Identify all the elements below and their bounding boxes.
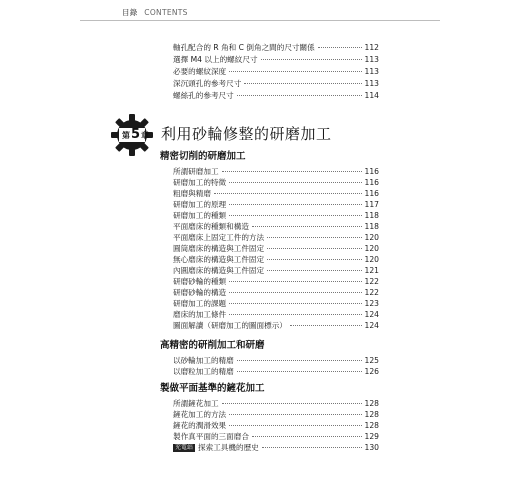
toc-entry-page: 130 xyxy=(364,443,379,452)
dot-leader xyxy=(229,281,361,282)
toc-entry-page: 117 xyxy=(364,200,379,209)
toc-entry-label: 探索工具機的歷史 xyxy=(198,443,259,452)
toc-entry-page: 128 xyxy=(364,410,379,419)
dot-leader xyxy=(229,303,361,304)
dot-leader xyxy=(267,270,361,271)
toc-entry[interactable] xyxy=(173,309,379,320)
toc-entry-page: 112 xyxy=(364,43,379,52)
chapter-prefix: 第 xyxy=(122,131,130,140)
toc-entry-label: 內圓磨床的構造與工件固定 xyxy=(173,266,265,275)
toc-entry-label: 平面磨床的種類和構造 xyxy=(173,222,249,231)
header-label xyxy=(122,7,188,18)
toc-entry[interactable] xyxy=(173,431,379,442)
toc-entry-page: 116 xyxy=(364,178,379,187)
toc-entry-label: 鏟花的潤滑效果 xyxy=(173,421,227,430)
toc-entry[interactable] xyxy=(173,355,379,366)
toc-entry[interactable] xyxy=(173,210,379,221)
toc-entry-label: 製作真平面的三面磨合 xyxy=(173,432,249,441)
dot-leader xyxy=(237,95,362,96)
toc-entry-page: 120 xyxy=(364,255,379,264)
chapter-number xyxy=(122,127,149,142)
toc-entry[interactable] xyxy=(173,188,379,199)
toc-entry[interactable] xyxy=(173,398,379,409)
toc-entry-page: 125 xyxy=(364,356,379,365)
dot-leader xyxy=(222,403,362,404)
dot-leader xyxy=(267,248,361,249)
toc-entry-page: 120 xyxy=(364,233,379,242)
toc-entry[interactable] xyxy=(173,409,379,420)
dot-leader xyxy=(229,425,361,426)
toc-entry-page: 128 xyxy=(364,399,379,408)
toc-entry-page: 124 xyxy=(364,310,379,319)
toc-entry[interactable] xyxy=(173,287,379,298)
toc-entry[interactable] xyxy=(173,199,379,210)
toc-entry-label: 以磨粒加工的精磨 xyxy=(173,367,234,376)
toc-entry-label: 圖面解讀（研磨加工的圖面標示） xyxy=(173,321,287,330)
toc-entry-page: 116 xyxy=(364,189,379,198)
toc-entry[interactable] xyxy=(173,243,379,254)
toc-entry-label: 研磨加工的課題 xyxy=(173,299,227,308)
dot-leader xyxy=(244,83,361,84)
toc-entry-page: 113 xyxy=(364,79,379,88)
toc-entry-label: 選擇 M4 以上的螺紋尺寸 xyxy=(173,55,258,64)
toc-entry-page: 118 xyxy=(364,211,379,220)
toc-entry-page: 113 xyxy=(364,55,379,64)
toc-entry-label: 研磨砂輪的種類 xyxy=(173,277,227,286)
toc-entry[interactable] xyxy=(173,42,379,53)
toc-entry-label: 平面磨床上固定工件的方法 xyxy=(173,233,265,242)
toc-entry-page: 124 xyxy=(364,321,379,330)
dot-leader xyxy=(261,59,362,60)
toc-entry-label: 粗磨與精磨 xyxy=(173,189,211,198)
chapter-number-value: 5 xyxy=(131,127,141,142)
toc-entry[interactable] xyxy=(173,232,379,243)
toc-entry-label: 研磨加工的特徵 xyxy=(173,178,227,187)
toc-entry-page: 122 xyxy=(364,277,379,286)
toc-entry-label: 研磨砂輪的構造 xyxy=(173,288,227,297)
toc-entry[interactable] xyxy=(173,320,379,331)
dot-leader xyxy=(318,47,362,48)
toc-entry-label: 磨床的加工條件 xyxy=(173,310,227,319)
toc-entry-page: 129 xyxy=(364,432,379,441)
toc-entry[interactable] xyxy=(173,66,379,77)
toc-entry[interactable] xyxy=(173,177,379,188)
dot-leader xyxy=(252,436,362,437)
dot-leader xyxy=(229,414,361,415)
toc-entry-page: 128 xyxy=(364,421,379,430)
toc-entry-page: 123 xyxy=(364,299,379,308)
dot-leader xyxy=(229,314,361,315)
header-label-en: CONTENTS xyxy=(144,8,188,17)
toc-entry[interactable] xyxy=(173,254,379,265)
toc-entry[interactable] xyxy=(173,90,379,101)
toc-entry-page: 126 xyxy=(364,367,379,376)
dot-leader xyxy=(222,171,362,172)
toc-entry-label: 圓筒磨床的構造與工件固定 xyxy=(173,244,265,253)
toc-entry[interactable] xyxy=(173,298,379,309)
toc-entry[interactable] xyxy=(173,221,379,232)
chapter-suffix: 章 xyxy=(141,131,150,140)
dot-leader xyxy=(229,204,361,205)
toc-entry-label: 以砂輪加工的精磨 xyxy=(173,356,234,365)
section-title[interactable]: 精密切削的研磨加工 xyxy=(160,151,246,162)
toc-entry-page: 118 xyxy=(364,222,379,231)
toc-entry-page: 114 xyxy=(364,91,379,100)
column-badge: 充電站 xyxy=(175,444,194,451)
dot-leader xyxy=(229,215,361,216)
dot-leader xyxy=(252,226,362,227)
toc-entry-label: 研磨加工的原理 xyxy=(173,200,227,209)
toc-entry-label: 所謂研磨加工 xyxy=(173,167,219,176)
toc-entry[interactable] xyxy=(173,420,379,431)
toc-entry[interactable] xyxy=(173,276,379,287)
toc-entry[interactable] xyxy=(173,54,379,65)
toc-entry-label: 研磨加工的種類 xyxy=(173,211,227,220)
toc-entry-label-wrap xyxy=(173,442,259,453)
toc-entry-page: 121 xyxy=(364,266,379,275)
toc-entry[interactable] xyxy=(173,265,379,276)
toc-entry-page: 116 xyxy=(364,167,379,176)
toc-entry[interactable] xyxy=(173,166,379,177)
dot-leader xyxy=(229,292,361,293)
dot-leader xyxy=(237,371,362,372)
toc-entry-page: 122 xyxy=(364,288,379,297)
toc-entry-label: 所謂鏟花加工 xyxy=(173,399,219,408)
dot-leader xyxy=(229,71,361,72)
section-title[interactable]: 製做平面基準的鏟花加工 xyxy=(160,383,265,394)
dot-leader xyxy=(290,325,362,326)
toc-entry-label: 無心磨床的構造與工件固定 xyxy=(173,255,265,264)
chapter-heading[interactable] xyxy=(110,113,420,155)
header-label-zh: 目錄 xyxy=(122,8,138,17)
chapter-title: 利用砂輪修整的研磨加工 xyxy=(161,125,332,143)
dot-leader xyxy=(229,182,361,183)
toc-entry-label: 深沉頭孔的參考尺寸 xyxy=(173,79,242,88)
section-title[interactable]: 高精密的研削加工和研磨 xyxy=(160,340,265,351)
toc-entry[interactable] xyxy=(173,442,379,453)
dot-leader xyxy=(237,360,362,361)
dot-leader xyxy=(267,237,361,238)
toc-entry-page: 120 xyxy=(364,244,379,253)
toc-entry-label: 必要的螺紋深度 xyxy=(173,67,227,76)
dot-leader xyxy=(214,193,362,194)
toc-entry[interactable] xyxy=(173,366,379,377)
toc-entry[interactable] xyxy=(173,78,379,89)
toc-entry-page: 113 xyxy=(364,67,379,76)
toc-entry-label: 鏟花加工的方法 xyxy=(173,410,227,419)
toc-entry-label: 軸孔配合的 R 角和 C 倒角之間的尺寸關係 xyxy=(173,43,315,52)
page-header xyxy=(80,0,440,21)
dot-leader xyxy=(262,447,362,448)
toc-entry-label: 螺絲孔的參考尺寸 xyxy=(173,91,234,100)
dot-leader xyxy=(267,259,361,260)
